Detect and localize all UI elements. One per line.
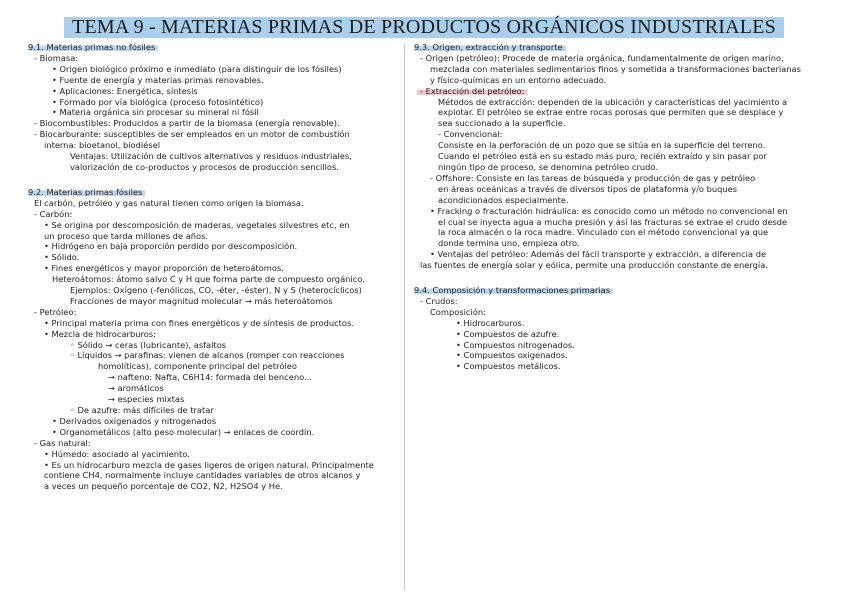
carbon-point: • Se origina por descomposición de maderas, vegetales silvestres etc, en — [44, 219, 350, 230]
convencional-line: Consiste en la perforación de un pozo que se sitúa en la superficie del terreno. — [438, 140, 766, 151]
hidrocarburo-line: → especies mixtas — [108, 394, 185, 405]
right-column — [414, 42, 824, 372]
crudos-label: - Crudos: — [420, 295, 458, 306]
biomasa-point: • Fuente de energía y materias primas renovables. — [52, 74, 264, 85]
hidrocarburo-line: ◦ Sólido → ceras (lubricante), asfaltos — [70, 339, 227, 350]
carbon-point: • Sólido. — [44, 252, 80, 263]
ventajas-line: Ventajas: Utilización de cultivos alternativos y residuos industriales, — [70, 151, 352, 162]
biomasa-point: • Origen biológico próximo e inmediato (para distinguir de los fósiles) — [52, 63, 342, 74]
metodos-line: Métodos de extracción: dependen de la ubicación y características del yacimiento a — [438, 96, 788, 107]
hidrocarburo-line: → nafteno: Nafta, C6H14: formada del benceno... — [108, 372, 312, 383]
fracking-line: donde termina uno, empieza otro. — [438, 238, 580, 249]
biomasa-point: • Materia orgánica sin procesar su mineral ni fósil — [52, 107, 259, 118]
column-divider — [404, 44, 405, 590]
composicion-item: • Compuestos nitrogenados. — [456, 339, 575, 350]
ventajas-petroleo-line: • Ventajas del petróleo: Además del fácil transporte y extracción, a diferencia de — [430, 249, 767, 260]
origen-line: mezclada con materiales sedimentarios finos y sometida a transformaciones bacterianas — [430, 63, 801, 74]
fosiles-intro: El carbón, petróleo y gas natural tienen como origen la biomasa. — [34, 197, 304, 208]
biocombustibles-line: - Biocombustibles: Producidos a partir de la biomasa (energía renovable). — [34, 118, 340, 129]
heading-9-4: 9.4. Composición y transformaciones primarias — [414, 285, 824, 296]
gas-point: contiene CH4, normalmente incluye cantidades variables de otros alcanos y — [44, 470, 361, 481]
gas-point: a veces un pequeño porcentaje de CO2, N2, H2SO4 y He. — [44, 481, 283, 492]
heading-9-3: 9.3. Origen, extracción y transporte — [414, 42, 824, 53]
carbon-label: - Carbón: — [34, 208, 73, 219]
fracking-line: el cual se inyecta agua a mucha presión y así las fracturas se extrae el crudo desde — [438, 216, 788, 227]
fracciones-line: Fracciones de mayor magnitud molecular → más heteroátomos — [70, 295, 333, 306]
metodos-line: explotar. El petróleo se extrae entre rocas porosas que permiten que se desplace y — [438, 107, 784, 118]
origen-line: y físico-químicas en un entorno adecuado. — [430, 74, 607, 85]
composicion-item: • Compuestos oxigenados. — [456, 350, 568, 361]
gas-point: • Es un hidrocarburo mezcla de gases ligeros de origen natural. Principalmente — [44, 459, 374, 470]
gas-point: • Húmedo: asociado al yacimiento. — [44, 448, 190, 459]
convencional-line: ningún tipo de proceso, se denomina petróleo crudo. — [438, 161, 658, 172]
heading-9-2: 9.2. Materias primas fósiles — [28, 187, 402, 198]
biomasa-point: • Aplicaciones: Energética, síntesis — [52, 85, 198, 96]
fracking-line: • Fracking o fracturación hidráulica: es conocido como un método no convencional en — [430, 205, 788, 216]
carbon-point: • Fines energéticos y mayor proporción de heteroátomos. — [44, 263, 284, 274]
carbon-point: un proceso que tarda millones de años. — [44, 230, 209, 241]
ejemplos-line: Ejemplos: Oxígeno (-fenólicos, CO, -éter, -éster), N y S (heterocíclicos) — [70, 285, 362, 296]
convencional-line: Cuando el petróleo está en su estado más puro, recién extraído y sin pasar por — [438, 151, 767, 162]
biocarburante-line: interna: bioetanol, biodiésel — [44, 140, 161, 151]
offshore-line: - Offshore: Consiste en las tareas de búsqueda y producción de gas y petróleo — [430, 172, 756, 183]
fracking-line: la roca almacén o la roca madre. Vinculado con el método convencional ya que — [438, 227, 769, 238]
ventajas-petroleo-line: las fuentes de energía solar y eólica, permite una producción constante de energía. — [420, 260, 768, 271]
offshore-line: acondicionados especialmente. — [438, 194, 569, 205]
origen-line: - Origen (petróleo): Procede de materia orgánica, fundamentalmente de origen marino, — [420, 52, 784, 63]
gas-natural-label: - Gas natural: — [34, 437, 91, 448]
biocarburante-line: - Biocarburante: susceptibles de ser empleados en un motor de combustión — [34, 129, 350, 140]
composicion-item: • Hidrocarburos. — [456, 317, 525, 328]
composicion-label: Composición: — [430, 306, 486, 317]
composicion-item: • Compuestos metálicos. — [456, 361, 561, 372]
hidrocarburo-line: → aromáticos — [108, 383, 164, 394]
carbon-point: • Hidrógeno en baja proporción perdido por descomposición. — [44, 241, 298, 252]
hidrocarburo-line: homolíticas), componente principal del petróleo — [98, 361, 297, 372]
heading-9-1: 9.1. Materias primas no fósiles — [28, 42, 402, 53]
petroleo-label: - Petróleo: — [34, 306, 77, 317]
left-column — [28, 42, 402, 492]
extraccion-label: - Extracción del petróleo: — [414, 86, 824, 97]
hidrocarburo-line: ◦ De azufre: más difíciles de tratar — [70, 405, 214, 415]
biomasa-label: - Biomasa: — [34, 52, 79, 63]
biomasa-point: • Formado por vía biológica (proceso fotosintético) — [52, 96, 264, 107]
metodos-line: sea succionado a la superficie. — [438, 118, 566, 129]
petroleo-point: • Derivados oxigenados y nitrogenados — [52, 415, 217, 426]
hidrocarburo-line: ◦ Líquidos → parafinas: vienen de alcanos (romper con reacciones — [70, 350, 345, 361]
petroleo-point: • Mezcla de hidrocarburos: — [44, 328, 156, 339]
title-wrap — [0, 14, 848, 40]
petroleo-point: • Principal materia prima con fines energéticos y de síntesis de productos. — [44, 317, 354, 328]
convencional-label: - Convencional: — [438, 129, 503, 140]
petroleo-point: • Organometálicos (alto peso molecular) → enlaces de coordin. — [52, 426, 315, 437]
heteroatomos-line: Heteroátomos: átomo salvo C y H que forma parte de compuesto orgánico. — [52, 274, 365, 285]
composicion-item: • Compuestos de azufre. — [456, 328, 560, 339]
ventajas-line: valorización de co-productos y procesos de producción sencillos. — [70, 161, 339, 172]
page-title: TEMA 9 - MATERIAS PRIMAS DE PRODUCTOS ORGÁNICOS INDUSTRIALES — [64, 14, 784, 40]
offshore-line: en áreas oceánicas a través de diversos tipos de plataforma y/o buques — [438, 183, 738, 194]
